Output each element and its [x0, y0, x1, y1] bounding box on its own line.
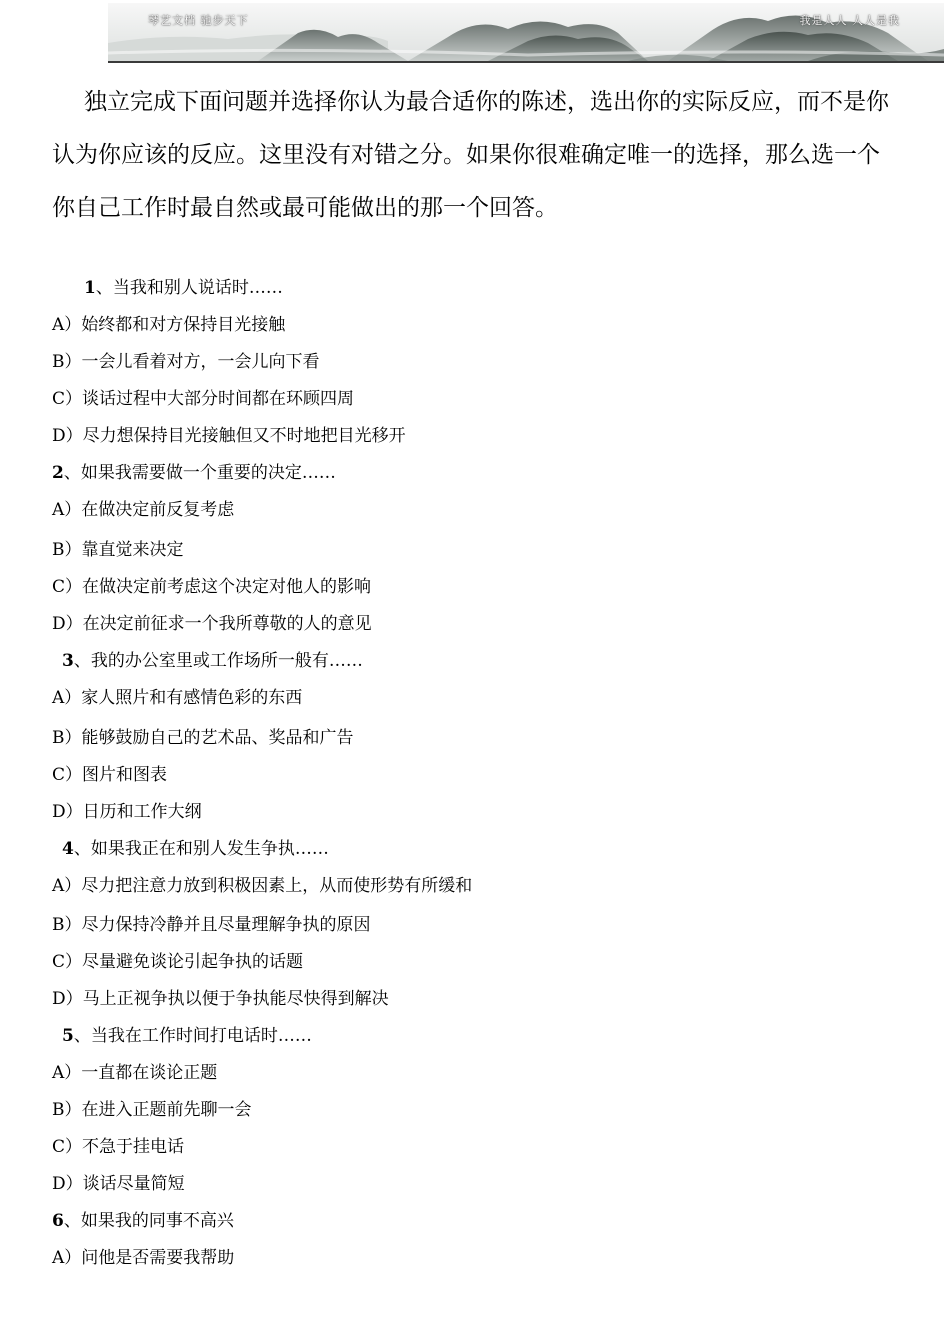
question-2: [52, 463, 336, 483]
question-4-option-a: A）尽力把注意力放到积极因素上，从而使形势有所缓和: [52, 876, 473, 896]
question-5-option-c: C）不急于挂电话: [52, 1137, 185, 1157]
header-right-text: 我是人人 人人是我: [799, 14, 900, 27]
question-1-option-c: C）谈话过程中大部分时间都在环顾四周: [52, 389, 355, 409]
question-text: 、当我和别人说话时……: [95, 278, 283, 298]
question-text: 、当我在工作时间打电话时……: [73, 1026, 312, 1046]
question-4-option-d: D）马上正视争执以便于争执能尽快得到解决: [52, 989, 389, 1009]
question-1: [84, 278, 283, 298]
question-3-option-c: C）图片和图表: [52, 765, 168, 785]
intro-paragraph: 独立完成下面问题并选择你认为最合适你的陈述，选出你的实际反应，而不是你认为你应该的反应。这里没有对错之分。如果你很难确定唯一的选择，那么选一个你自己工作时最自然或最可能做出的那一个回答。: [52, 89, 889, 221]
question-number: 4: [62, 839, 74, 859]
question-2-option-c: C）在做决定前考虑这个决定对他人的影响: [52, 577, 372, 597]
question-4: [62, 839, 329, 859]
question-3: [62, 651, 363, 671]
header-divider: [108, 61, 944, 63]
question-2-option-d: D）在决定前征求一个我所尊敬的人的意见: [52, 614, 372, 634]
question-number: 6: [52, 1211, 64, 1231]
question-number: 5: [62, 1026, 74, 1046]
question-number: 2: [52, 463, 64, 483]
question-3-option-d: D）日历和工作大纲: [52, 802, 202, 822]
question-5-option-d: D）谈话尽量简短: [52, 1174, 185, 1194]
question-1-option-a: A）始终都和对方保持目光接触: [52, 315, 286, 335]
question-4-option-c: C）尽量避免谈论引起争执的话题: [52, 952, 304, 972]
question-1-option-b: B）一会儿看着对方，一会儿向下看: [52, 352, 320, 372]
question-text: 、如果我需要做一个重要的决定……: [63, 463, 336, 483]
question-text: 、如果我正在和别人发生争执……: [73, 839, 329, 859]
header-left-text: 琴艺文档 驰步天下: [148, 14, 249, 27]
question-5-option-a: A）一直都在谈论正题: [52, 1063, 218, 1083]
header-banner: [108, 3, 944, 61]
question-6-option-a: A）问他是否需要我帮助: [52, 1248, 235, 1268]
question-4-option-b: B）尽力保持冷静并且尽量理解争执的原因: [52, 915, 371, 935]
question-5: [62, 1026, 312, 1046]
question-number: 3: [62, 651, 74, 671]
question-text: 、我的办公室里或工作场所一般有……: [73, 651, 363, 671]
question-6: [52, 1211, 234, 1231]
question-3-option-b: B）能够鼓励自己的艺术品、奖品和广告: [52, 728, 354, 748]
question-number: 1: [84, 278, 96, 298]
question-2-option-b: B）靠直觉来决定: [52, 540, 184, 560]
question-1-option-d: D）尽力想保持目光接触但又不时地把目光移开: [52, 426, 406, 446]
question-text: 、如果我的同事不高兴: [63, 1211, 234, 1231]
question-3-option-a: A）家人照片和有感情色彩的东西: [52, 688, 303, 708]
question-2-option-a: A）在做决定前反复考虑: [52, 500, 235, 520]
question-5-option-b: B）在进入正题前先聊一会: [52, 1100, 252, 1120]
